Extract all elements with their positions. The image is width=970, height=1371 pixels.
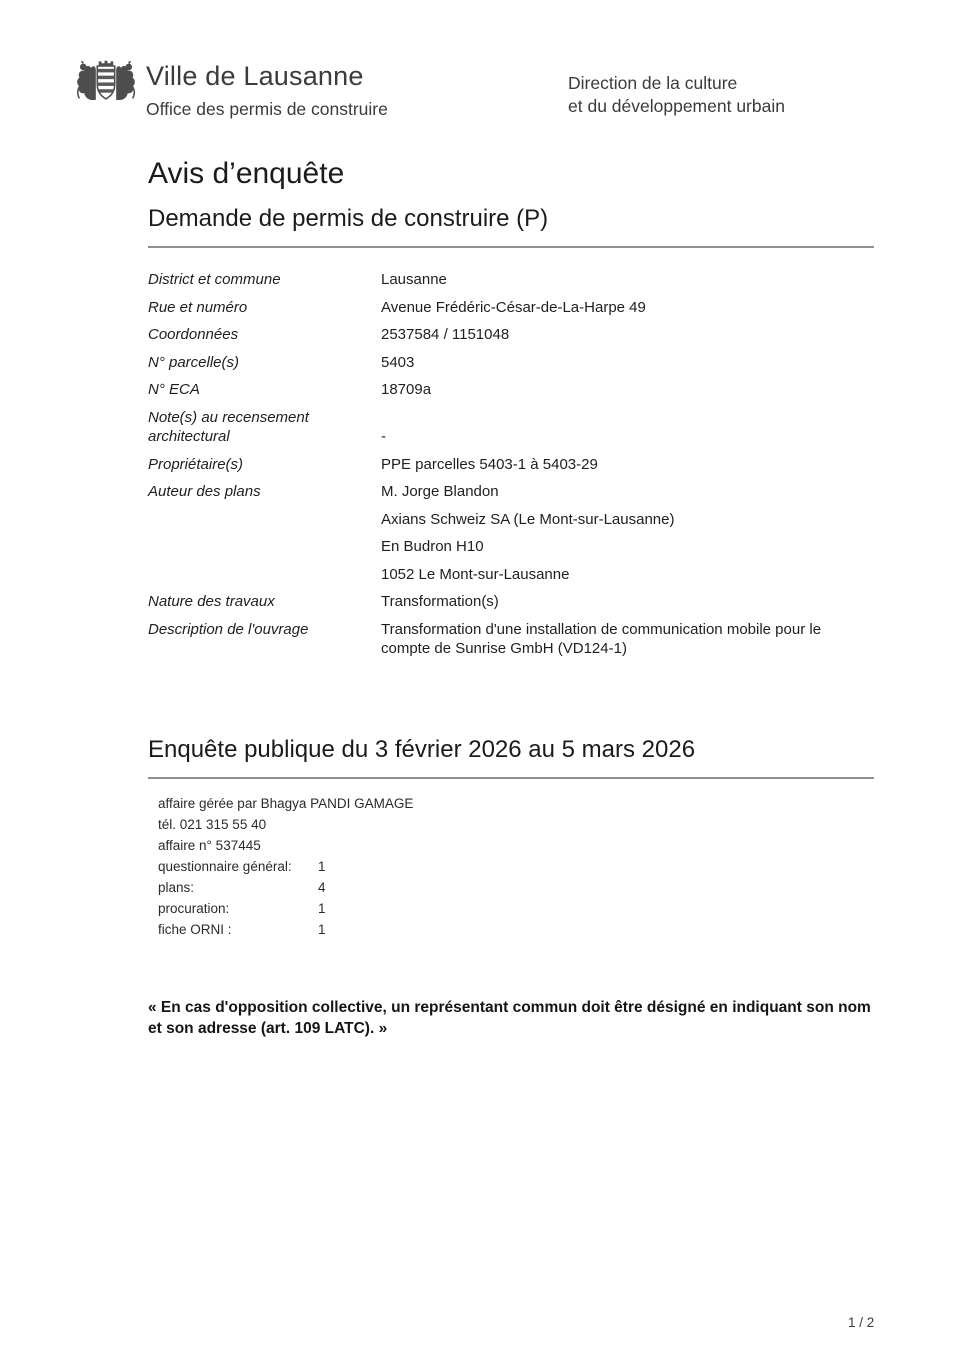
detail-label: Auteur des plans (148, 483, 261, 500)
org-name: Ville de Lausanne (146, 61, 364, 91)
detail-label: Description de l'ouvrage (148, 620, 309, 638)
doc-count-row (158, 919, 874, 940)
detail-value: PPE parcelles 5403-1 à 5403-29 (381, 455, 598, 473)
details-table (148, 270, 874, 659)
lausanne-coat-of-arms-icon (75, 58, 137, 103)
detail-row (148, 455, 874, 475)
opposition-notice: « En cas d'opposition collective, un représentant commun doit être désigné en indiquant son nom et son adresse (art. 109 LATC). » (148, 998, 871, 1037)
case-manager: affaire gérée par Bhagya PANDI GAMAGE (158, 795, 414, 811)
document-subtitle: Demande de permis de construire (P) (148, 205, 549, 232)
detail-row (148, 537, 874, 557)
main-content (0, 157, 970, 1040)
detail-value: Axians Schweiz SA (Le Mont-sur-Lausanne) (381, 510, 675, 528)
direction-line-2: et du développement urbain (568, 96, 785, 116)
org-department: Office des permis de construire (146, 99, 388, 119)
detail-row (148, 408, 874, 447)
header (0, 0, 970, 120)
doc-count-label: plans: (158, 879, 195, 895)
detail-row (148, 592, 874, 612)
detail-value: Transformation(s) (381, 593, 499, 610)
divider-top (148, 246, 874, 248)
detail-row (148, 298, 874, 318)
detail-value: 2537584 / 1151048 (381, 326, 510, 343)
doc-count-value: 4 (318, 879, 326, 895)
detail-value: M. Jorge Blandon (381, 483, 499, 500)
detail-row (148, 270, 874, 290)
detail-value: 5403 (381, 353, 415, 371)
document-title: Avis d’enquête (148, 157, 345, 190)
doc-count-value: 1 (318, 900, 326, 916)
detail-label: Rue et numéro (148, 298, 248, 316)
detail-label: Coordonnées (148, 326, 239, 343)
case-number: affaire n° 537445 (158, 837, 261, 853)
divider-enquete (148, 777, 874, 779)
doc-count-label: fiche ORNI : (158, 921, 232, 937)
page-number: 1 / 2 (848, 1315, 875, 1330)
detail-row (148, 482, 874, 502)
detail-value: Lausanne (381, 271, 447, 288)
detail-label: Nature des travaux (148, 593, 275, 610)
detail-label: N° ECA (148, 381, 200, 398)
doc-count-value: 1 (318, 921, 326, 937)
detail-row (148, 620, 874, 659)
detail-value: En Budron H10 (381, 538, 484, 555)
detail-label: Propriétaire(s) (148, 455, 244, 473)
direction-line-1: Direction de la culture (568, 73, 738, 93)
detail-row (148, 510, 874, 530)
detail-row (148, 325, 874, 345)
direction-block (568, 72, 785, 118)
doc-count-label: questionnaire général: (158, 858, 292, 874)
detail-row (148, 380, 874, 400)
detail-value: - (381, 428, 386, 445)
detail-row (148, 353, 874, 373)
brand (75, 56, 388, 120)
detail-value: Transformation d'une installation de communication mobile pour le compte de Sunrise GmbH (VD124-1) (381, 620, 822, 657)
doc-count-row (158, 856, 874, 877)
detail-row (148, 565, 874, 585)
doc-count-label: procuration: (158, 900, 230, 916)
detail-value: Avenue Frédéric-César-de-La-Harpe 49 (381, 298, 646, 316)
case-info (158, 793, 874, 940)
detail-value: 1052 Le Mont-sur-Lausanne (381, 565, 570, 583)
detail-label: N° parcelle(s) (148, 353, 240, 371)
brand-text (146, 61, 388, 120)
detail-label: District et commune (148, 271, 281, 288)
detail-label: Note(s) au recensement architectural (148, 408, 309, 445)
doc-count-row (158, 877, 874, 898)
case-phone: tél. 021 315 55 40 (158, 816, 267, 832)
detail-value: 18709a (381, 381, 432, 398)
doc-count-value: 1 (318, 858, 326, 874)
doc-count-row (158, 898, 874, 919)
enquete-heading: Enquête publique du 3 février 2026 au 5 mars 2026 (148, 735, 696, 763)
